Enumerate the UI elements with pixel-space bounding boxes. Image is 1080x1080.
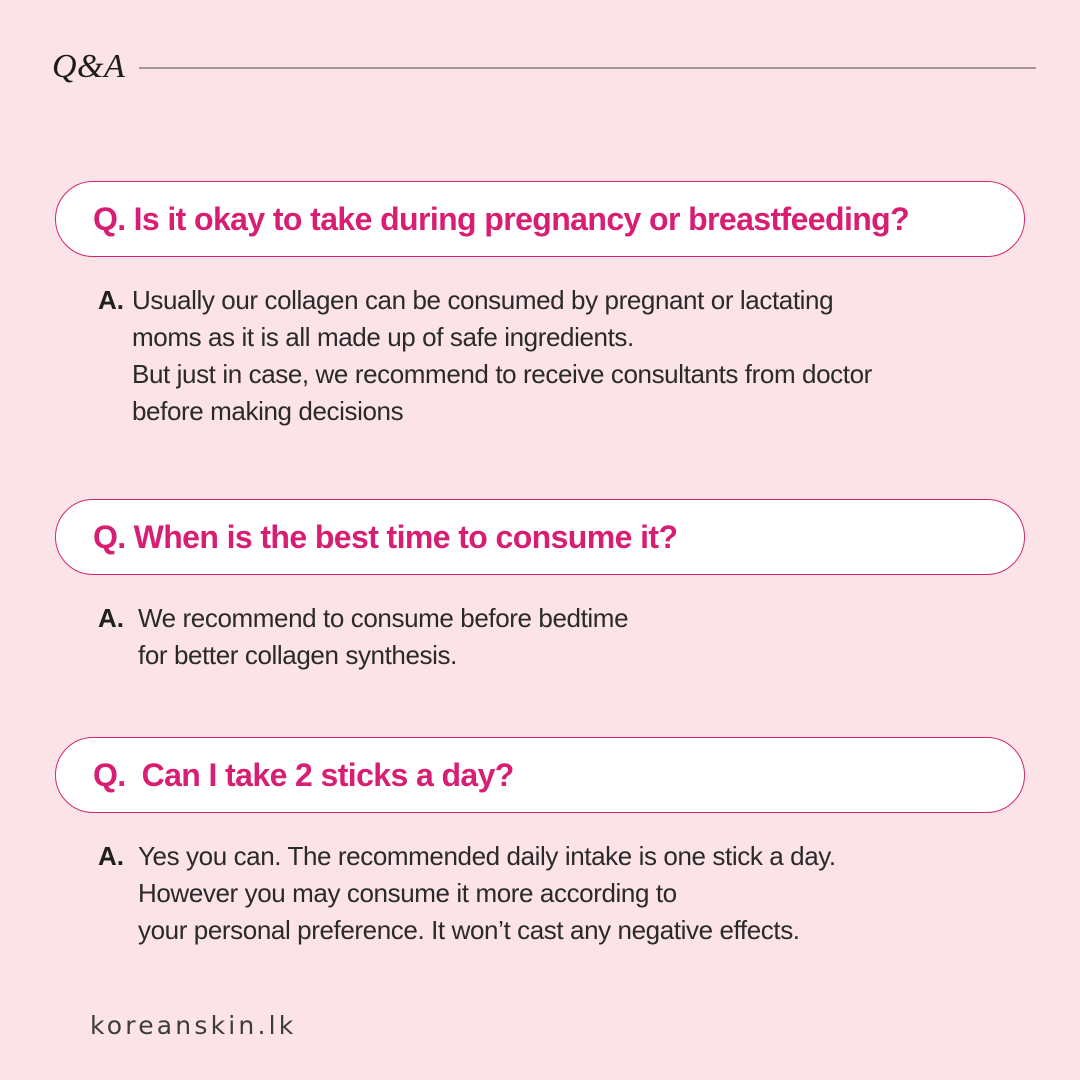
answer-line: However you may consume it more according to: [138, 878, 677, 908]
answer-line: Usually our collagen can be consumed by pregnant or lactating: [132, 285, 834, 315]
question-card-pregnancy: [55, 181, 1025, 257]
answer-line: Yes you can. The recommended daily intake is one stick a day.: [138, 841, 836, 871]
question-label: Is it okay to take during pregnancy or breastfeeding?: [133, 200, 910, 237]
question-prefix: Q.: [93, 518, 126, 555]
answer-prefix: A.: [98, 285, 124, 315]
answer-block-best-time: [98, 600, 998, 674]
question-text: [93, 757, 514, 794]
answer-line: We recommend to consume before bedtime: [138, 603, 629, 633]
question-label: When is the best time to consume it?: [133, 518, 678, 555]
header-divider: [139, 67, 1036, 69]
answer-block-two-sticks: [98, 838, 998, 949]
question-text: [93, 201, 909, 238]
answer-prefix: A.: [98, 603, 124, 633]
answer-text: [138, 838, 836, 949]
answer-line: But just in case, we recommend to receive consultants from doctor: [132, 359, 872, 389]
header: [52, 42, 1036, 92]
answer-line: your personal preference. It won’t cast any negative effects.: [138, 915, 800, 945]
answer-text: [138, 600, 628, 674]
answer-text: [132, 282, 872, 430]
question-prefix: Q.: [93, 756, 126, 793]
brand-watermark: koreanskin.lk: [90, 1011, 297, 1040]
page-title: Q&A: [52, 48, 126, 85]
question-label: Can I take 2 sticks a day?: [141, 756, 514, 793]
question-card-best-time: [55, 499, 1025, 575]
answer-line: moms as it is all made up of safe ingredients.: [132, 322, 634, 352]
answer-block-pregnancy: [98, 282, 998, 430]
question-prefix: Q.: [93, 200, 126, 237]
question-card-two-sticks: [55, 737, 1025, 813]
question-text: [93, 519, 677, 556]
answer-prefix: A.: [98, 841, 124, 871]
answer-line: before making decisions: [132, 396, 404, 426]
answer-line: for better collagen synthesis.: [138, 640, 457, 670]
